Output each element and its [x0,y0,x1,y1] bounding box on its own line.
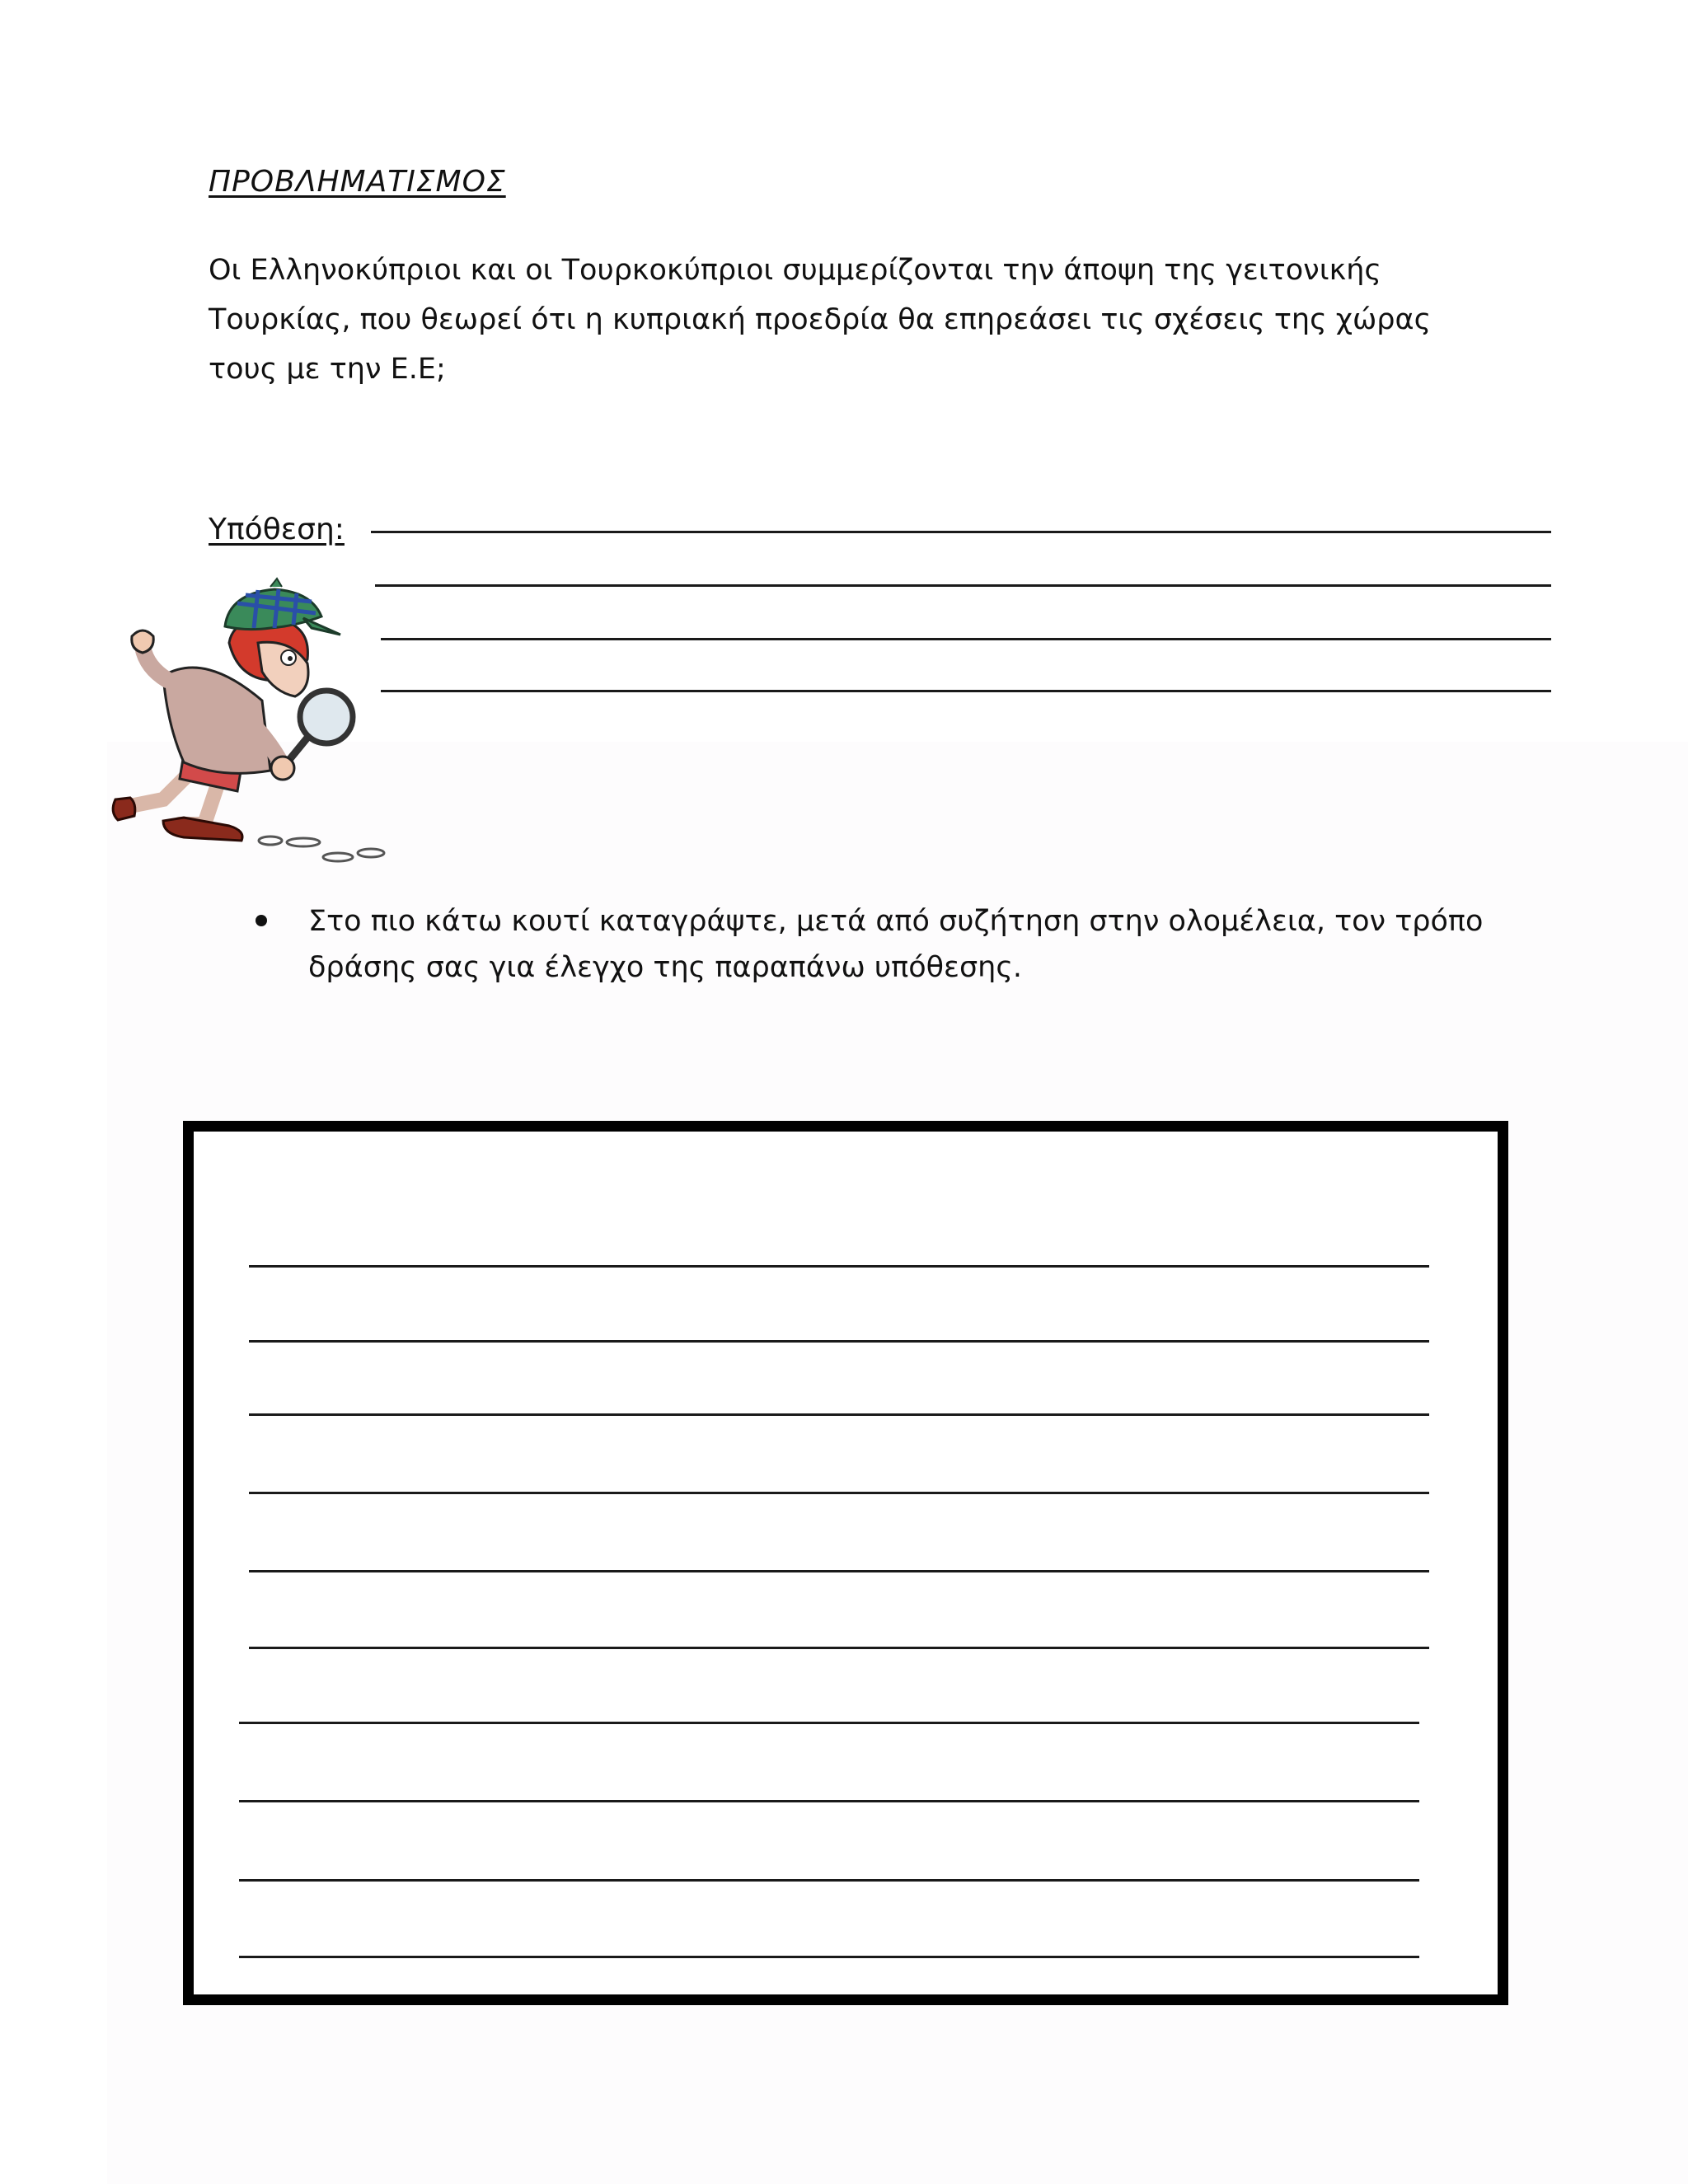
answer-box[interactable] [183,1121,1508,2005]
answer-line[interactable] [249,1647,1429,1649]
hypothesis-line[interactable] [375,584,1551,587]
detective-illustration [106,577,386,874]
answer-line[interactable] [249,1413,1429,1416]
worksheet-heading: ΠΡΟΒΛΗΜΑΤΙΣΜΟΣ [209,165,506,199]
answer-line[interactable] [249,1340,1429,1343]
answer-line[interactable] [239,1800,1419,1802]
footprints-icon [259,837,384,861]
hypothesis-line[interactable] [381,638,1551,640]
answer-line[interactable] [249,1492,1429,1494]
instruction-text: Στο πιο κάτω κουτί καταγράψτε, μετά από συζήτηση στην ολομέλεια, τον τρόπο δράσης σας για έλεγχο της παραπάνω υπόθεσης. [308,905,1484,984]
answer-line[interactable] [239,1879,1419,1882]
hypothesis-label: Υπόθεση: [209,513,345,546]
hypothesis-line[interactable] [381,690,1551,692]
answer-line[interactable] [239,1722,1419,1724]
answer-line[interactable] [249,1570,1429,1572]
question-text: Οι Ελληνοκύπριοι και οι Τουρκοκύπριοι συμμερίζονται την άποψη της γειτονικής Τουρκίας, που θεωρεί ότι η κυπριακή προεδρία θα επηρεάσει τις σχέσεις της χώρας τους με την Ε.Ε; [209,254,1432,386]
answer-line[interactable] [249,1265,1429,1268]
bullet-icon [256,915,267,926]
answer-line[interactable] [239,1956,1419,1958]
hypothesis-line[interactable] [371,531,1551,533]
